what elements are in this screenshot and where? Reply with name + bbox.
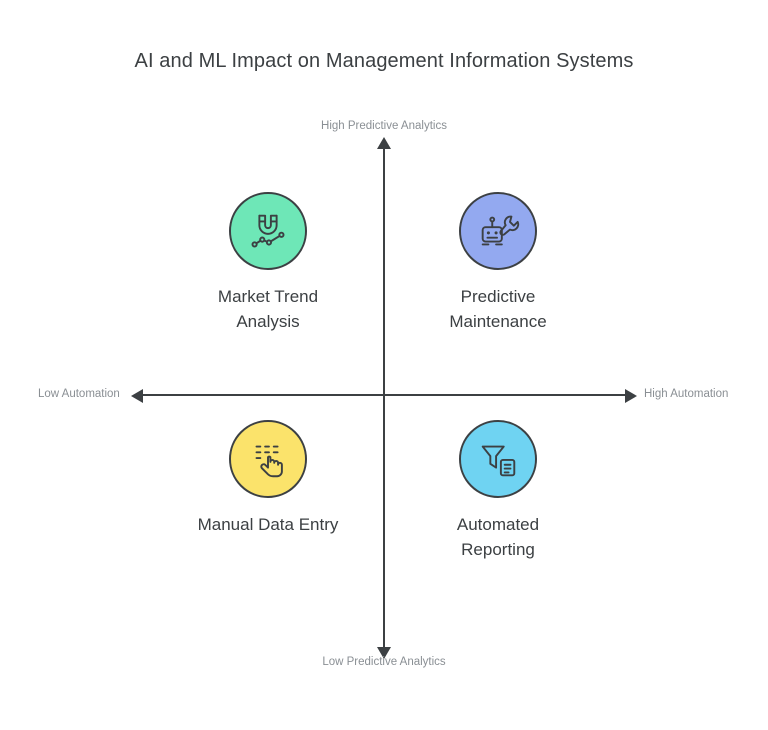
axis-arrow-left-icon — [131, 389, 143, 403]
hand-typing-icon — [229, 420, 307, 498]
vertical-axis-line — [383, 144, 385, 651]
quadrant-item-manual-data-entry[interactable] — [158, 420, 378, 537]
robot-wrench-icon — [459, 192, 537, 270]
quadrant-label-predictive-maintenance — [388, 284, 608, 334]
quadrant-item-market-trend-analysis[interactable] — [158, 192, 378, 334]
magnet-trend-icon — [229, 192, 307, 270]
axis-arrow-up-icon — [377, 137, 391, 149]
label-line-1: Market Trend — [217, 287, 319, 306]
quadrant-item-automated-reporting[interactable] — [388, 420, 608, 562]
label-line-1: Predictive — [460, 287, 536, 306]
horizontal-axis-line — [136, 394, 633, 396]
label-line-2: Reporting — [461, 540, 535, 559]
quadrant-label-manual-data-entry — [158, 512, 378, 537]
label-line-1: Automated — [456, 515, 540, 534]
label-line-1: Manual Data Entry — [197, 515, 339, 534]
axis-label-left: Low Automation — [38, 388, 120, 400]
quadrant-item-predictive-maintenance[interactable] — [388, 192, 608, 334]
label-line-2: Analysis — [236, 312, 300, 331]
page-title: AI and ML Impact on Management Information Systems — [134, 50, 634, 72]
quadrant-label-automated-reporting — [388, 512, 608, 562]
axis-label-right: High Automation — [644, 388, 729, 400]
axis-arrow-right-icon — [625, 389, 637, 403]
label-line-2: Maintenance — [449, 312, 547, 331]
axis-label-top: High Predictive Analytics — [321, 120, 447, 132]
quadrant-label-market-trend-analysis — [158, 284, 378, 334]
funnel-document-icon — [459, 420, 537, 498]
axis-label-bottom: Low Predictive Analytics — [322, 656, 446, 668]
